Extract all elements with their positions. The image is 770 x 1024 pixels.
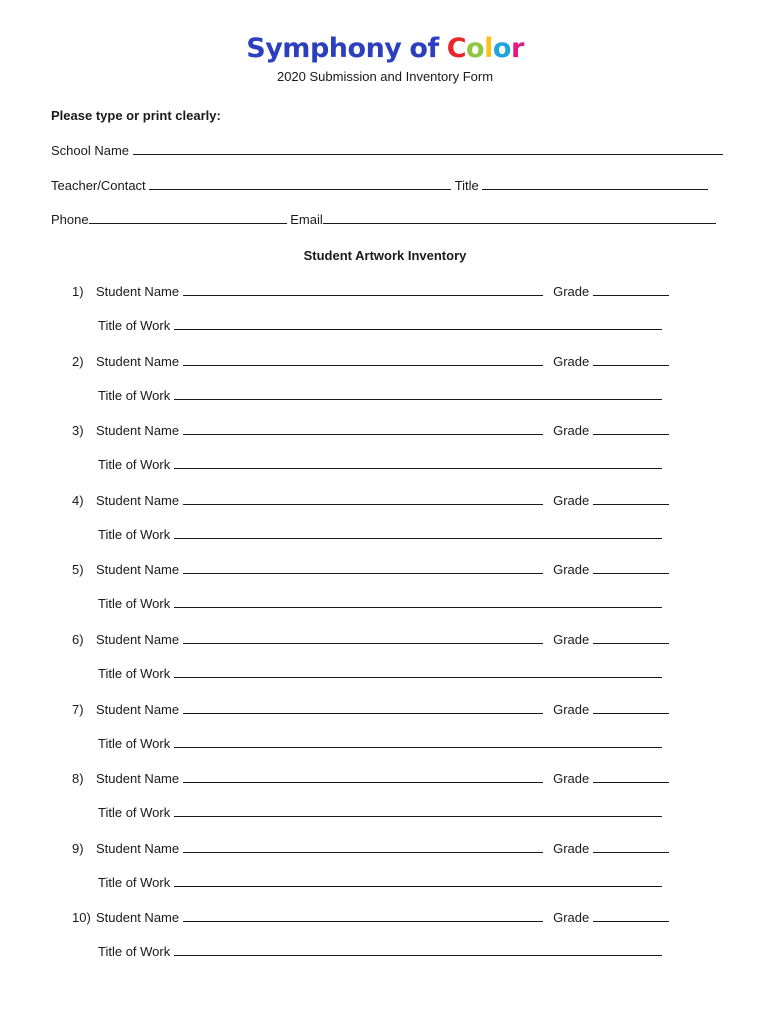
title-of-work-label: Title of Work [98,875,171,890]
title-of-work-row [98,387,662,403]
title-of-work-field[interactable] [174,456,662,469]
title-of-work-field[interactable] [174,943,662,956]
student-name-label: Student Name [96,632,180,647]
student-name-label: Student Name [96,841,180,856]
logo-letter: o [466,33,485,64]
title-of-work-label: Title of Work [98,527,171,542]
title-of-work-label: Title of Work [98,457,171,472]
grade-label: Grade [553,354,590,369]
school-name-row [51,142,723,158]
student-name-row [72,701,669,717]
student-name-label: Student Name [96,702,180,717]
student-name-label: Student Name [96,354,180,369]
grade-field[interactable] [593,909,669,922]
student-name-label: Student Name [96,493,180,508]
title-of-work-row [98,595,662,611]
entry-number: 6) [72,632,84,647]
grade-label: Grade [553,841,590,856]
student-name-label: Student Name [96,423,180,438]
entry-number: 7) [72,702,84,717]
grade-label: Grade [553,493,590,508]
grade-label: Grade [553,910,590,925]
student-name-field[interactable] [183,283,543,296]
entry-number: 4) [72,493,84,508]
student-name-row [72,909,669,925]
title-of-work-label: Title of Work [98,944,171,959]
logo-letter: m [282,33,310,64]
entry-number: 5) [72,562,84,577]
title-of-work-field[interactable] [174,387,662,400]
title-of-work-label: Title of Work [98,318,171,333]
entry-number: 1) [72,284,84,299]
title-of-work-label: Title of Work [98,666,171,681]
entry-number: 10) [72,910,91,925]
form-subtitle: 2020 Submission and Inventory Form [276,69,494,84]
logo-letter: o [492,33,511,64]
logo-letter: y [384,33,402,64]
section-title: Student Artwork Inventory [303,248,467,263]
title-of-work-field[interactable] [174,874,662,887]
title-of-work-row [98,456,662,472]
title-of-work-row [98,317,662,333]
title-of-work-row [98,943,662,959]
title-of-work-label: Title of Work [98,388,171,403]
grade-field[interactable] [593,353,669,366]
title-of-work-field[interactable] [174,317,662,330]
title-of-work-row [98,804,662,820]
logo [0,33,770,64]
grade-field[interactable] [593,840,669,853]
logo-letter: n [365,33,385,64]
logo-letter: h [328,33,348,64]
logo-letter: f [427,33,439,64]
grade-label: Grade [553,562,590,577]
school-name-field[interactable] [133,142,723,155]
student-name-label: Student Name [96,284,180,299]
entry-number: 3) [72,423,84,438]
title-of-work-field[interactable] [174,804,662,817]
grade-label: Grade [553,771,590,786]
student-name-field[interactable] [183,701,543,714]
grade-field[interactable] [593,770,669,783]
student-name-row [72,353,669,369]
grade-label: Grade [553,632,590,647]
student-name-field[interactable] [183,909,543,922]
grade-field[interactable] [593,701,669,714]
student-name-field[interactable] [183,492,543,505]
student-name-label: Student Name [96,562,180,577]
entry-number: 8) [72,771,84,786]
student-name-row [72,770,669,786]
grade-field[interactable] [593,283,669,296]
logo-letter: l [484,33,493,64]
title-of-work-row [98,874,662,890]
title-of-work-row [98,735,662,751]
grade-label: Grade [553,702,590,717]
student-name-field[interactable] [183,353,543,366]
student-name-field[interactable] [183,770,543,783]
title-of-work-label: Title of Work [98,805,171,820]
student-name-row [72,561,669,577]
student-name-row [72,422,669,438]
title-label: Title [454,178,479,193]
student-name-row [72,283,669,299]
title-of-work-row [98,665,662,681]
title-of-work-field[interactable] [174,526,662,539]
student-name-field[interactable] [183,631,543,644]
grade-field[interactable] [593,492,669,505]
teacher-contact-label: Teacher/Contact [51,178,146,193]
instruction-text: Please type or print clearly: [51,108,221,123]
entry-number: 2) [72,354,84,369]
grade-field[interactable] [593,631,669,644]
email-label: Email [290,212,323,227]
student-name-label: Student Name [96,910,180,925]
student-name-row [72,492,669,508]
logo-letter: p [309,33,329,64]
entry-number: 9) [72,841,84,856]
logo-letter: o [347,33,366,64]
student-name-row [72,840,669,856]
student-name-label: Student Name [96,771,180,786]
logo-letter: r [510,33,524,64]
student-name-row [72,631,669,647]
grade-label: Grade [553,284,590,299]
student-name-field[interactable] [183,840,543,853]
grade-label: Grade [553,423,590,438]
phone-label: Phone [51,212,89,227]
school-name-label: School Name [51,143,130,158]
title-of-work-field[interactable] [174,735,662,748]
title-of-work-field[interactable] [174,665,662,678]
student-name-field[interactable] [183,561,543,574]
teacher-contact-field[interactable] [149,177,451,190]
logo-letter: y [265,33,283,64]
phone-field[interactable] [89,211,287,224]
title-of-work-row [98,526,662,542]
email-field[interactable] [323,211,716,224]
title-field[interactable] [482,177,708,190]
logo-letter: S [246,33,266,64]
grade-field[interactable] [593,422,669,435]
logo-letter: o [409,33,428,64]
title-of-work-label: Title of Work [98,596,171,611]
phone-email-row [51,211,716,227]
grade-field[interactable] [593,561,669,574]
student-name-field[interactable] [183,422,543,435]
title-of-work-label: Title of Work [98,736,171,751]
teacher-row [51,177,708,193]
logo-letter: C [446,33,467,64]
title-of-work-field[interactable] [174,595,662,608]
